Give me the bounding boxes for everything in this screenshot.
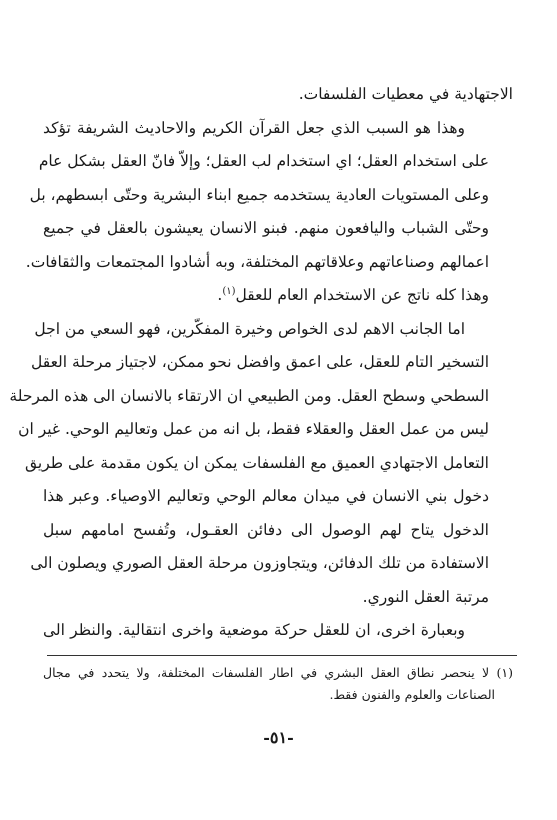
text-line: ليس من عمل العقل والعقلاء فقط، بل انه من عمل وتعاليم الوحي. غير ان [18, 420, 489, 438]
footnote [43, 662, 513, 706]
paragraph [43, 614, 513, 648]
text-line: الاجتهادية في معطيات الفلسفات. [298, 85, 513, 103]
body-text [9, 78, 513, 648]
text-line: التعامل الاجتهادي العميق مع الفلسفات يمكن ان يكون مقدمة على طريق [24, 453, 489, 472]
text-line: وهذا كله ناتج عن الاستخدام العام للعقل$^{(١)}$. [217, 285, 489, 304]
text-line: وعلى المستويات العادية يستخدمه جميع ابناء البشرية وحتّى ابسطهم، بل [29, 185, 489, 204]
text-line: اعمالهم وصناعاتهم وعلاقاتهم المختلفة، وبه أشادوا المجتمعات والثقافات. [25, 252, 489, 271]
text-line: الاستفادة من تلك الدفائن، ويتجاوزون مرحلة العقل الصوري ويصلون الى [30, 554, 489, 572]
footnote-line: الصناعات والعلوم والفنون فقط. [329, 687, 495, 702]
paragraph [25, 112, 513, 313]
footnote-marker[interactable]: (١) [222, 285, 236, 297]
text-line: وحتّى الشباب واليافعون منهم. فبنو الانسان يعيشون بالعقل في جميع [43, 219, 489, 237]
text-line: الدخول يتاح لهم الوصول الى دفائن العقـول، وتُفسح امامهم سبل [43, 520, 489, 539]
text-line: مرتبة العقل النوري. [362, 587, 489, 606]
text-line: التسخير التام للعقل، على اعمق وافضل نحو ممكن، لاجتياز مرحلة العقل [31, 353, 489, 371]
text-line: على استخدام العقل؛ اي استخدام لب العقل؛ وإلاّ فانّ العقل بشكل عام [38, 152, 489, 170]
text-line: السطحي وسطح العقل. ومن الطبيعي ان الارتقاء بالانسان الى هذه المرحلة [9, 386, 489, 405]
paragraph [9, 313, 513, 615]
punctuation: . [217, 286, 223, 304]
paragraph [43, 78, 513, 112]
text-line: وهذا هو السبب الذي جعل القرآن الكريم والاحاديث الشريفة تؤكد [43, 118, 465, 137]
page-number: -٥١- [263, 728, 294, 747]
text-line: اما الجانب الاهم لدى الخواص وخيرة المفكّرين، فهو السعي من اجل [34, 319, 465, 338]
footnote-divider [47, 655, 517, 656]
text-line: دخول بني الانسان في ميدان معالم الوحي وتعاليم الاوصياء. وعبر هذا [43, 487, 489, 505]
text-line: وبعبارة اخرى، ان للعقل حركة موضعية واخرى انتقالية. والنظر الى [43, 621, 465, 639]
footnote-line: (١) لا ينحصر نطاق العقل البشري في اطار الفلسفات المختلفة، ولا يتحدد في مجال [43, 665, 513, 680]
